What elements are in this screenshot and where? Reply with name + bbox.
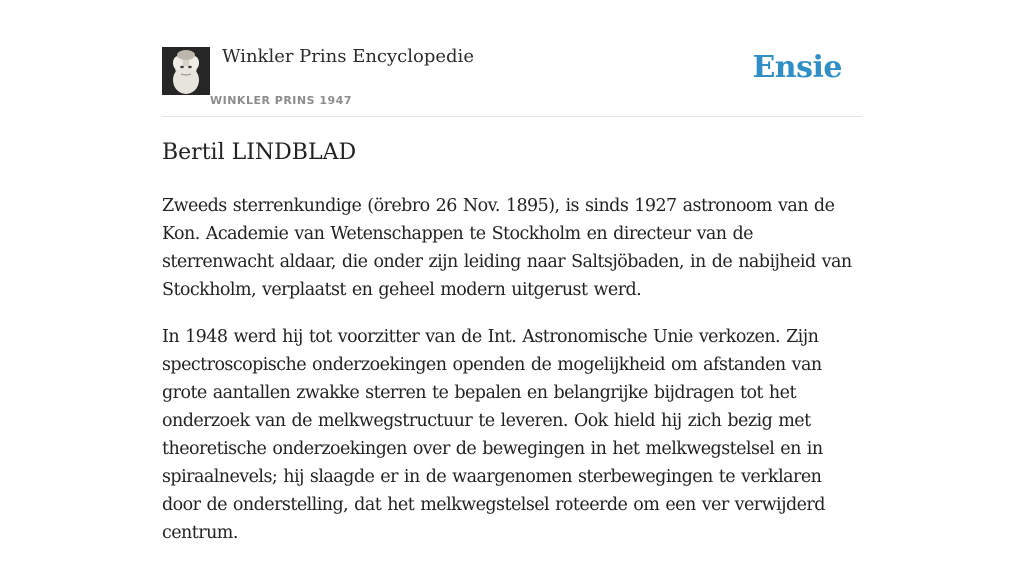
source-title[interactable]: Winkler Prins Encyclopedie — [222, 46, 474, 67]
source-header — [162, 0, 862, 117]
article-paragraph: In 1948 werd hij tot voorzitter van de Int. Astronomische Unie verkozen. Zijn spectroscopische onderzoekingen openden de mogelijkheid om afstanden van grote aantallen zwakke sterren te bepalen en belangrijke bijdragen tot het onderzoek van de melkwegstructuur te leveren. Ook hield hij zich bezig met theoretische onderzoekingen over de bewegingen in het melkwegstelsel en in spiraalnevels; hij slaagde er in de waargenomen sterbewegingen te verklaren door de onderstelling, dat het melkwegstelsel roteerde om een ver verwijderd centrum. — [162, 327, 825, 543]
avatar[interactable] — [162, 47, 210, 95]
article-paragraph: Zweeds sterrenkundige (örebro 26 Nov. 1895), is sinds 1927 astronoom van de Kon. Academie van Wetenschappen te Stockholm en directeur van de sterrenwacht aldaar, die onder zijn leiding naar Saltsjöbaden, in de nabijheid van Stockholm, verplaatst en geheel modern uitgerust werd. — [162, 196, 852, 300]
source-subtitle: WINKLER PRINS 1947 — [210, 94, 352, 107]
page-container — [162, 0, 862, 543]
brand-logo[interactable]: Ensie — [752, 50, 842, 85]
article-body — [162, 192, 862, 566]
bearded-man-icon — [162, 47, 210, 95]
article-title: Bertil LINDBLAD — [162, 140, 357, 165]
